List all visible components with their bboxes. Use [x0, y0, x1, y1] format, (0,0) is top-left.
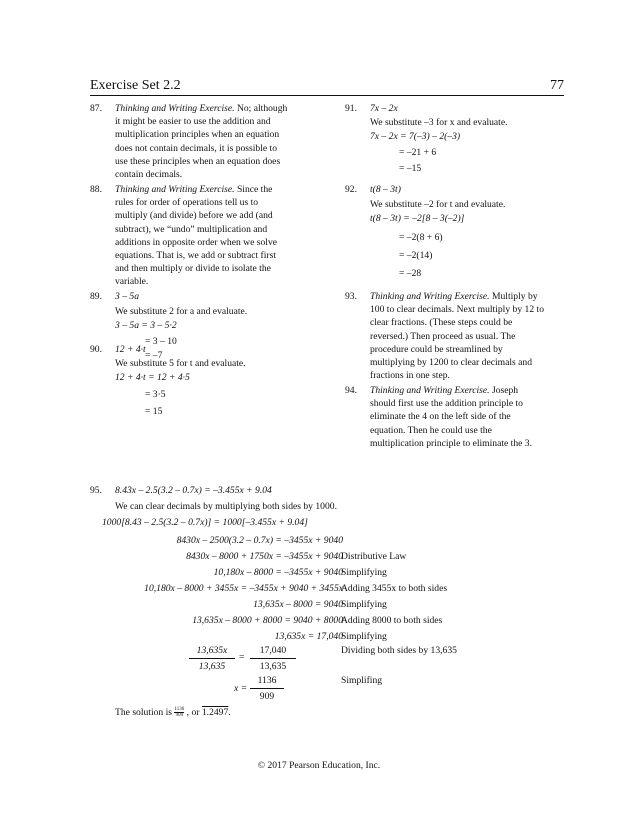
numerator: 1136 — [257, 675, 277, 686]
step: 3 – 5a = 3 – 5·2 — [115, 320, 177, 331]
exercise-label: Thinking and Writing Exercise. — [115, 184, 235, 195]
text-line: multiplication principles when an equation — [115, 129, 280, 141]
expression: 12 + 4·t — [115, 344, 146, 355]
text-line: multiply (and divide) before we add (and — [115, 210, 273, 222]
numerator: 1136 — [174, 707, 185, 713]
text-line: equation. Then he could use the — [370, 424, 492, 436]
step: = 15 — [145, 406, 163, 417]
step-reason: Adding 3455x to both sides — [341, 583, 448, 594]
expression: 7x – 2x — [370, 103, 398, 114]
exercise-number: 94. — [345, 385, 357, 396]
step-reason: Simplifying — [341, 567, 387, 578]
step-reason: Distributive Law — [341, 551, 407, 562]
text-line: fractions in one step. — [370, 370, 450, 382]
denominator: 13,635 — [198, 661, 226, 673]
step: 8430x – 2500(3.2 – 0.7x) = –3455x + 9040 — [176, 535, 343, 546]
exercise-number: 89. — [90, 291, 102, 302]
text-line: subtract), we “undo” multiplication and — [115, 223, 268, 235]
expression: 3 – 5a — [115, 291, 139, 302]
instruction-text: We substitute 5 for t and evaluate. — [115, 358, 246, 369]
exercise-text: Joseph — [489, 385, 519, 396]
solution-middle: , or — [186, 707, 200, 718]
text-line: does not contain decimals, it is possible to — [115, 142, 278, 154]
exercise-label: Thinking and Writing Exercise. — [115, 103, 235, 114]
text-line: clear fractions. (These steps could be — [370, 317, 513, 329]
text-line: rules for order of operations tell us to — [115, 197, 259, 209]
exercise-text: No; although — [234, 103, 288, 114]
solution-line — [115, 706, 231, 719]
step: 13,635x = 17,040 — [274, 631, 343, 642]
text-line: procedure could be streamlined by — [370, 343, 503, 355]
exercise-number: 93. — [345, 291, 357, 302]
text-line: additions in opposite order when we solve — [115, 236, 277, 248]
step: 12 + 4·t = 12 + 4·5 — [115, 372, 190, 383]
step: = –2(14) — [399, 250, 433, 261]
section-title: Exercise Set 2.2 — [90, 78, 181, 93]
fraction-right — [250, 644, 296, 673]
instruction-text: We substitute 2 for a and evaluate. — [115, 306, 248, 317]
step-reason: Simplifing — [341, 675, 383, 686]
fraction-left — [189, 644, 235, 673]
exercise-number: 91. — [345, 103, 357, 114]
exercise-95 — [90, 484, 570, 719]
step: = –7 — [145, 350, 163, 361]
equals-sign: = — [239, 652, 245, 663]
step: 1000[8.43 – 2.5(3.2 – 0.7x)] = 1000[–3.455x + 9.04] — [102, 517, 308, 528]
expression: t(8 – 3t) — [370, 184, 401, 195]
exercise-label: Thinking and Writing Exercise. — [370, 291, 490, 302]
step: t(8 – 3t) = –2[8 – 3(–2)] — [370, 213, 465, 224]
step: 13,635x – 8000 + 8000 = 9040 + 8000 — [192, 615, 343, 626]
step-reason: Dividing both sides by 13,635 — [341, 645, 457, 656]
final-fraction — [250, 674, 284, 703]
instruction-text: We substitute –3 for x and evaluate. — [370, 117, 508, 128]
denominator: 13,635 — [259, 661, 287, 673]
copyright-footer: © 2017 Pearson Education, Inc. — [257, 760, 381, 771]
text-line: 100 to clear decimals. Next multiply by 12 to — [370, 304, 544, 316]
exercise-number: 88. — [90, 184, 102, 195]
step-reason: Simplifying — [341, 599, 387, 610]
solution-decimal: 1.2497 — [201, 707, 229, 718]
text-line: contain decimals. — [115, 169, 183, 181]
step: = 3 – 10 — [145, 336, 177, 347]
exercise-number: 87. — [90, 103, 102, 114]
numerator: 13,635x — [196, 645, 228, 656]
exercise-number: 92. — [345, 184, 357, 195]
fraction-bar — [189, 658, 235, 659]
text-line: and then multiply or divide to isolate the — [115, 263, 271, 275]
step-reason: Adding 8000 to both sides — [341, 615, 443, 626]
header-rule — [90, 95, 564, 96]
solution-suffix: . — [228, 707, 231, 718]
denominator: 909 — [259, 691, 275, 703]
fraction-bar — [250, 688, 284, 689]
exercise-text: Since the — [234, 184, 273, 195]
step: 13,635x – 8000 = 9040 — [253, 599, 343, 610]
text-line: eliminate the 4 on the left side of the — [370, 411, 511, 423]
numerator: 17,040 — [259, 645, 287, 656]
text-line: variable. — [115, 276, 149, 288]
step: = –28 — [399, 268, 422, 279]
step: = –2(8 + 6) — [399, 232, 443, 243]
step: 8430x – 8000 + 1750x = –3455x + 9040 — [186, 551, 343, 562]
final-lhs: x = — [234, 683, 248, 694]
exercise-number: 90. — [90, 344, 102, 355]
step-reason: Simplifying — [341, 631, 387, 642]
text-line: use these principles when an equation does — [115, 155, 281, 167]
expression: 8.43x – 2.5(3.2 – 0.7x) = –3.455x + 9.04 — [115, 485, 272, 496]
denominator: 909 — [175, 713, 184, 719]
step: = 3·5 — [145, 389, 166, 400]
page-number: 77 — [550, 78, 564, 93]
page-header — [90, 78, 564, 96]
solution-prefix: The solution is — [115, 707, 173, 718]
instruction-text: We can clear decimals by multiplying both sides by 1000. — [115, 501, 337, 512]
step: = –15 — [399, 163, 422, 174]
text-line: should first use the addition principle to — [370, 398, 523, 410]
fraction-bar — [250, 658, 296, 659]
exercise-91 — [345, 102, 565, 172]
exercise-90 — [90, 343, 330, 443]
exercise-number: 95. — [90, 485, 102, 496]
step: 7x – 2x = 7(–3) – 2(–3) — [370, 131, 461, 142]
text-line: it might be easier to use the addition and — [115, 116, 271, 128]
text-line: reversed.) Then proceed as usual. The — [370, 330, 516, 342]
step: 10,180x – 8000 = –3455x + 9040 — [213, 567, 343, 578]
text-line: equations. That is, we add or subtract first — [115, 250, 277, 262]
solution-fraction — [174, 707, 184, 718]
instruction-text: We substitute –2 for t and evaluate. — [370, 199, 506, 210]
step: 10,180x – 8000 + 3455x = –3455x + 9040 + 3455x — [144, 583, 343, 594]
exercise-92 — [345, 183, 565, 283]
exercise-text: Multiply by — [489, 291, 538, 302]
exercise-label: Thinking and Writing Exercise. — [370, 385, 490, 396]
text-line: multiplying by 1200 to clear decimals and — [370, 357, 532, 369]
step: = –21 + 6 — [399, 147, 437, 158]
text-line: multiplication principle to eliminate the 3. — [370, 437, 532, 449]
